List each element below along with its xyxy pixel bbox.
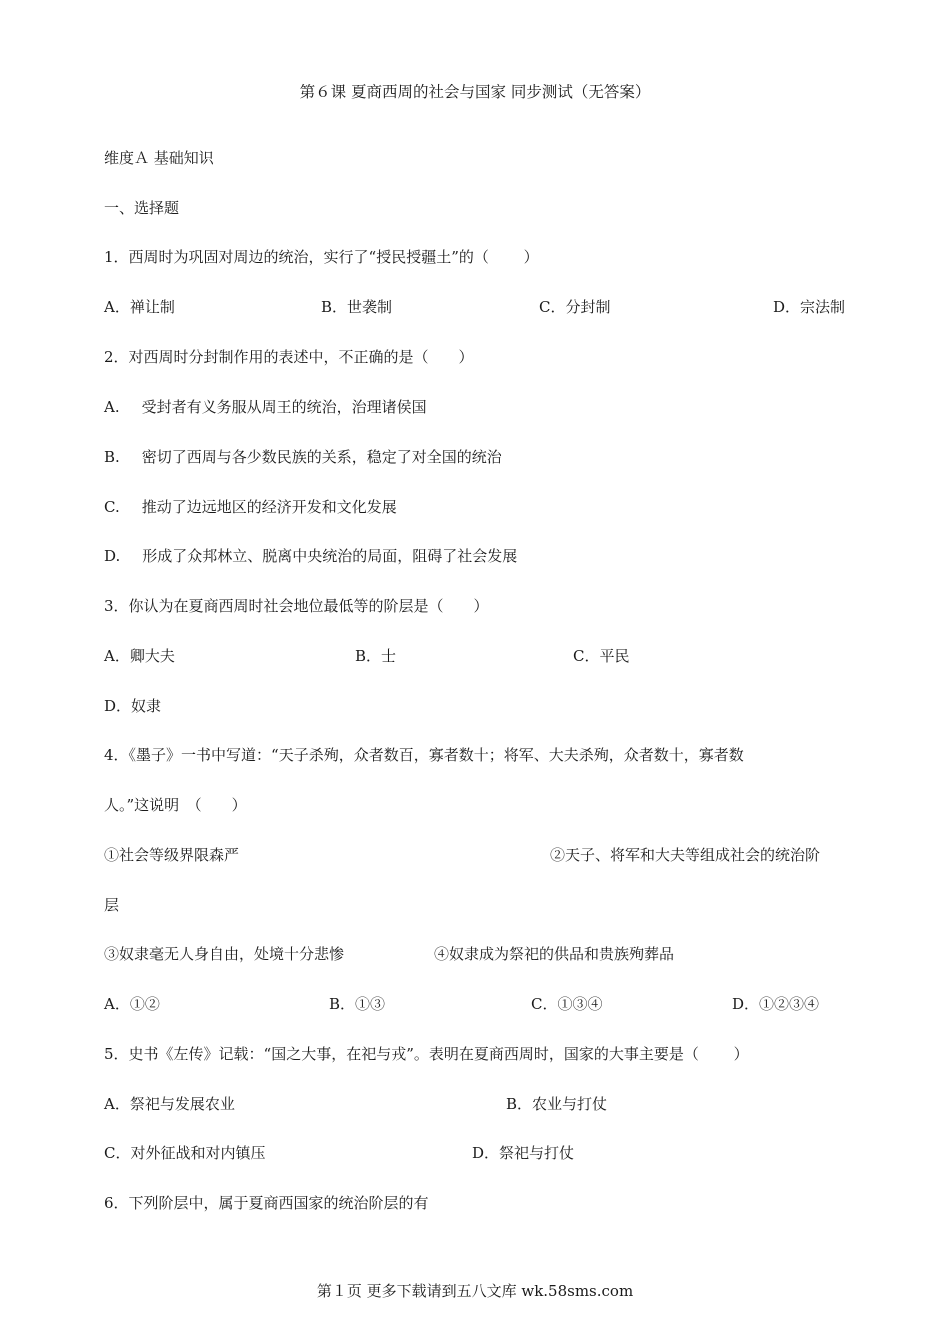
question-2-option-a	[104, 397, 427, 417]
document-title: 第６课 夏商西周的社会与国家 同步测试（无答案）	[299, 83, 651, 101]
question-4-statement-1: ①社会等级界限森严	[104, 846, 240, 864]
question-3-option-d: D．奴隶	[104, 697, 162, 715]
option-text: 推动了边远地区的经济开发和文化发展	[141, 498, 397, 516]
question-5-option-d: D．祭祀与打仗	[472, 1144, 575, 1162]
question-5-option-c: C．对外征战和对内镇压	[104, 1144, 266, 1162]
question-3-stem: 3．你认为在夏商西周时社会地位最低等的阶层是（ ）	[104, 597, 489, 615]
question-4-statement-2-continued: 层	[104, 896, 120, 914]
question-5-option-b: B．农业与打仗	[506, 1095, 608, 1113]
option-label: C.	[104, 498, 120, 516]
option-label: B.	[104, 448, 120, 466]
question-4-option-d: D．①②③④	[732, 995, 820, 1013]
question-1-option-b: B．世袭制	[321, 298, 393, 316]
question-4-statement-4: ④奴隶成为祭祀的供品和贵族殉葬品	[434, 945, 675, 963]
question-5-stem: 5．史书《左传》记载：“国之大事，在祀与戎”。表明在夏商西周时，国家的大事主要是（ ）	[104, 1045, 749, 1063]
option-text: 密切了西周与各少数民族的关系，稳定了对全国的统治	[141, 448, 502, 466]
question-6-stem: 6．下列阶层中，属于夏商西国家的统治阶层的有	[104, 1194, 429, 1212]
option-label: A.	[104, 398, 120, 416]
question-3-option-a: A．卿大夫	[104, 647, 175, 665]
page-footer: 第１页 更多下载请到五八文库 wk.58sms.com	[316, 1282, 634, 1300]
question-4-stem-line-1: 4．《墨子》一书中写道：“天子杀殉，众者数百，寡者数十；将军、大夫杀殉，众者数十，寡者数	[104, 746, 744, 764]
question-2-option-c	[104, 497, 397, 517]
question-4-option-b: B．①③	[329, 995, 386, 1013]
question-3-option-c: C．平民	[573, 647, 630, 665]
question-1-option-c: C．分封制	[539, 298, 611, 316]
question-2-option-b	[104, 447, 502, 467]
question-5-option-a: A．祭祀与发展农业	[104, 1095, 235, 1113]
question-4-statement-3: ③奴隶毫无人身自由，处境十分悲惨	[104, 945, 345, 963]
question-4-stem-line-2: 人。”这说明 （ ）	[104, 796, 247, 814]
section-heading: 维度Ａ 基础知识	[104, 149, 214, 167]
question-2-option-d	[104, 546, 517, 566]
part-heading: 一、选择题	[104, 199, 180, 217]
option-text: 受封者有义务服从周王的统治，治理诸侯国	[141, 398, 427, 416]
option-label: D.	[104, 547, 121, 565]
question-1-option-d: D．宗法制	[773, 298, 846, 316]
question-4-statement-2: ②天子、将军和大夫等组成社会的统治阶	[550, 846, 821, 864]
question-1-option-a: A．禅让制	[104, 298, 175, 316]
question-3-option-b: B．士	[355, 647, 397, 665]
option-text: 形成了众邦林立、脱离中央统治的局面，阻碍了社会发展	[142, 547, 518, 565]
question-2-stem: 2．对西周时分封制作用的表述中，不正确的是（ ）	[104, 348, 474, 366]
question-1-stem: 1．西周时为巩固对周边的统治，实行了“授民授疆土”的（ ）	[104, 248, 539, 266]
question-4-option-c: C．①③④	[531, 995, 603, 1013]
question-4-option-a: A．①②	[104, 995, 160, 1013]
